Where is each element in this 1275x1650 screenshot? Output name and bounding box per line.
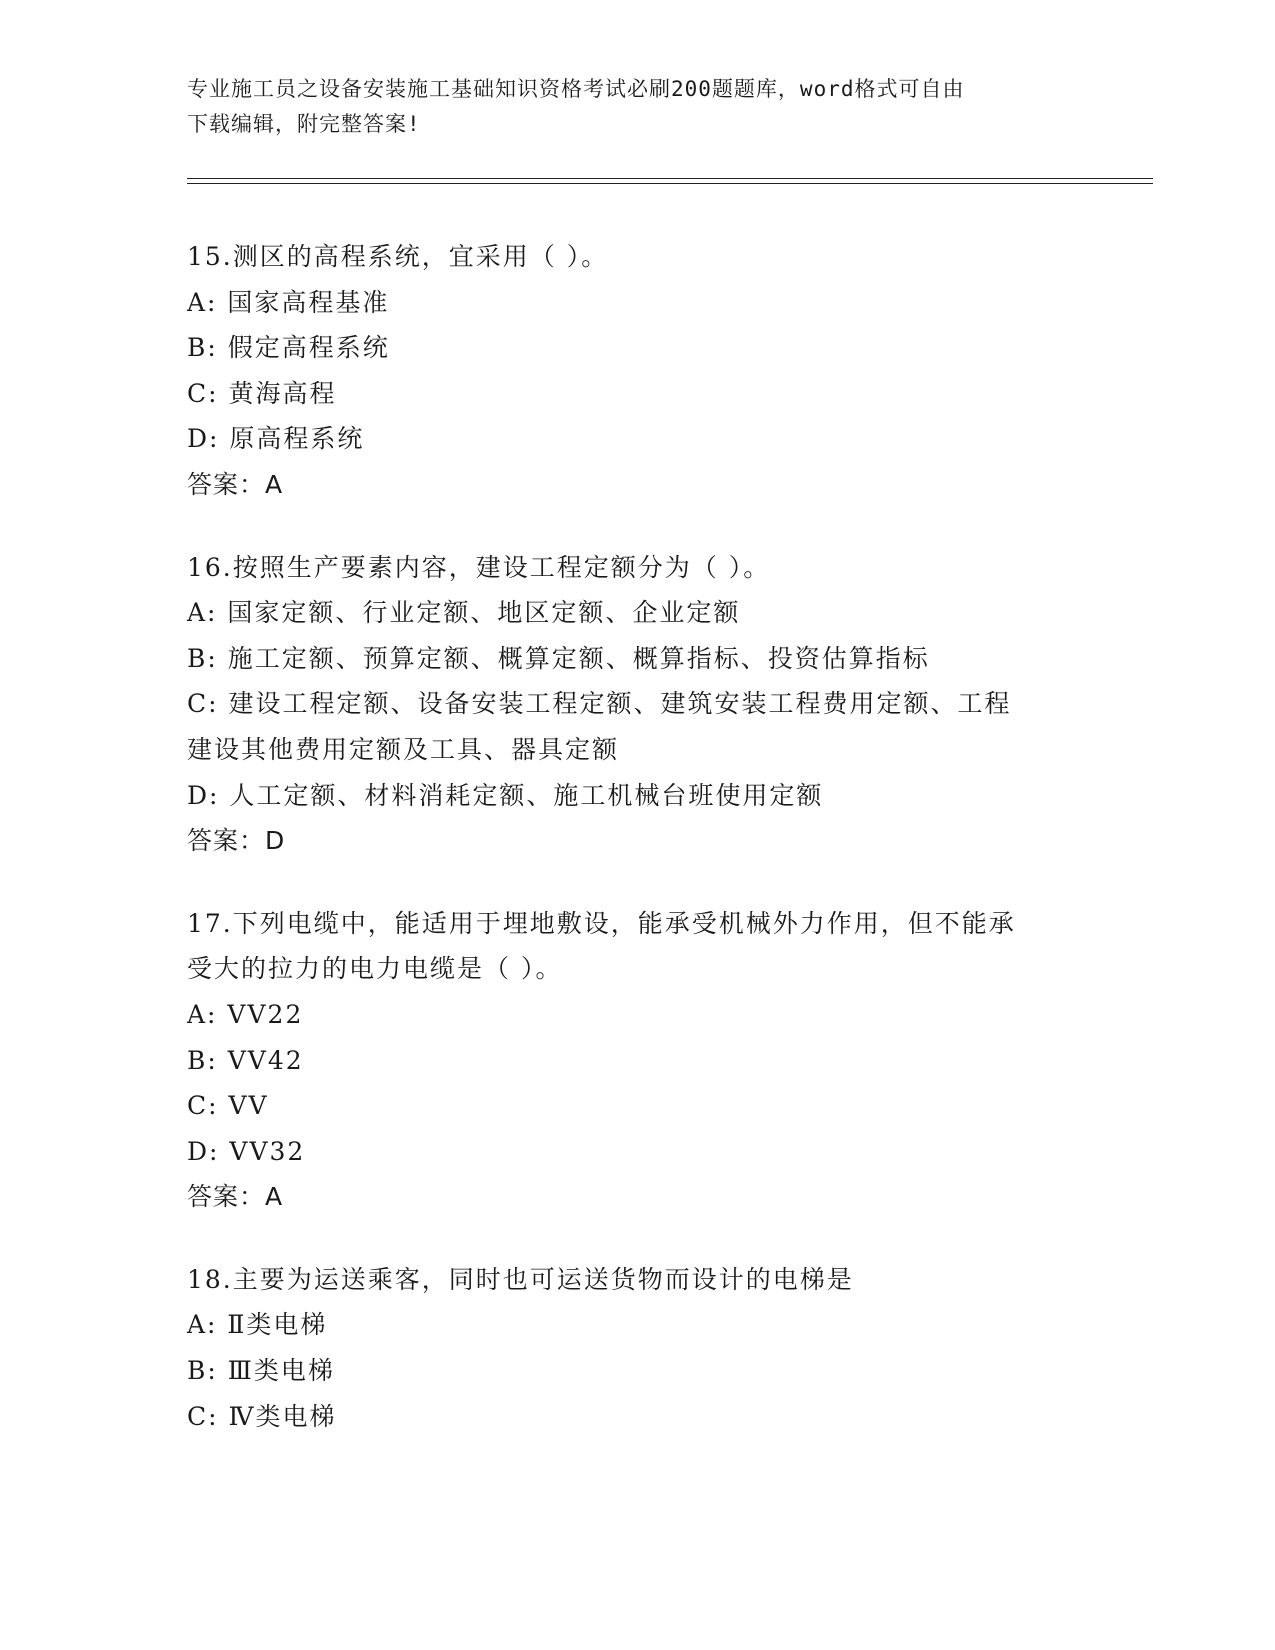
answer-key: 答案：A [187,1182,284,1212]
answer-option: D: 原高程系统 [187,424,365,454]
header-line-1: 专业施工员之设备安装施工基础知识资格考试必刷200题题库，word格式可自由 [187,77,965,101]
question-block [187,234,1087,508]
question-stem: 15.测区的高程系统，宜采用（ ）。 [187,242,609,271]
answer-option: D: 人工定额、材料消耗定额、施工机械台班使用定额 [187,780,824,810]
header-divider-bottom [187,183,1153,184]
answer-option: B: VV42 [187,1045,304,1075]
answer-option: D: VV32 [187,1136,306,1166]
question-block [187,1257,1087,1439]
answer-option: A: 国家高程基准 [187,287,390,317]
answer-key: 答案：A [187,469,284,499]
answer-option: A: VV22 [187,999,304,1029]
question-stem: 17.下列电缆中，能适用于埋地敷设，能承受机械外力作用，但不能承 [187,908,1016,938]
question-stem: 受大的拉力的电力电缆是（ ）。 [187,954,563,984]
question-stem: 18.主要为运送乘客，同时也可运送货物而设计的电梯是 [187,1264,854,1294]
header-divider-top [187,178,1153,179]
answer-option: B: 假定高程系统 [187,333,390,363]
answer-option: C: 建设工程定额、设备安装工程定额、建筑安装工程费用定额、工程 [187,689,1012,719]
answer-option: C: Ⅳ类电梯 [187,1401,337,1431]
answer-option: B: Ⅲ类电梯 [187,1356,335,1386]
question-block [187,545,1087,864]
answer-option: A: Ⅱ类电梯 [187,1310,328,1340]
answer-option: A: 国家定额、行业定额、地区定额、企业定额 [187,598,741,628]
answer-key: 答案：D [187,826,286,856]
question-list [187,234,1087,1476]
answer-option: B: 施工定额、预算定额、概算定额、概算指标、投资估算指标 [187,643,930,673]
question-stem: 16.按照生产要素内容，建设工程定额分为（ ）。 [187,552,771,582]
header-line-2: 下载编辑，附完整答案! [187,112,421,136]
answer-option: C: VV [187,1091,269,1121]
answer-option: C: 黄海高程 [187,378,337,408]
answer-option: 建设其他费用定额及工具、器具定额 [187,734,620,764]
question-block [187,901,1087,1220]
document-header [187,72,1087,142]
